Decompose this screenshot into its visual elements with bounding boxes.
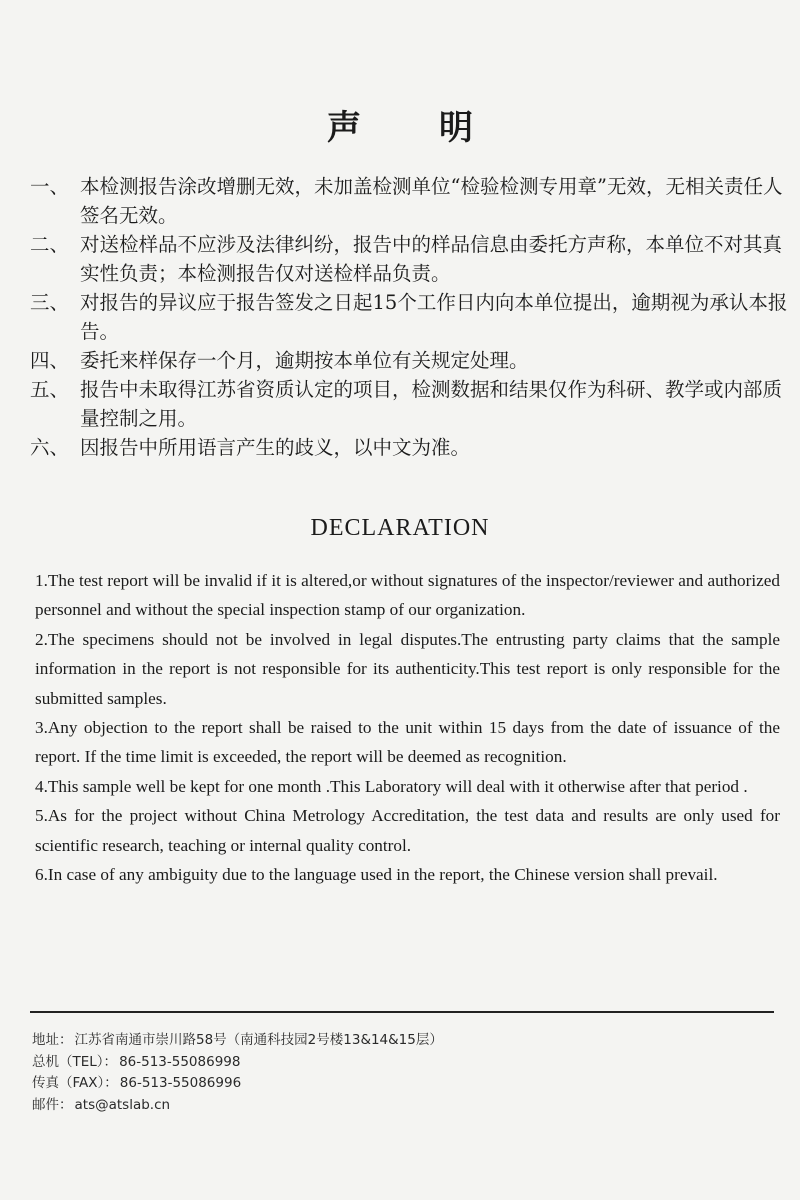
english-declaration-item: 2.The specimens should not be involved in legal disputes.The entrusting party claims that the sample information in the report is not responsible for its authenticity.This test report is only responsible for the submitted samples. (35, 629, 780, 708)
chinese-declaration-item (30, 375, 790, 433)
item-text: 报告中未取得江苏省资质认定的项目，检测数据和结果仅作为科研、教学或内部质量控制之用。 (80, 378, 783, 430)
item-number: 一、 (30, 175, 70, 198)
fax-value: 86-513-55086996 (119, 1075, 242, 1091)
chinese-title-char-1: 声 (327, 108, 361, 148)
chinese-declaration-item (30, 346, 790, 375)
english-declaration-item: 3.Any objection to the report shall be raised to the unit within 15 days from the date of issuance of the report. If the time limit is exceeded, the report will be deemed as recognition. (35, 718, 780, 767)
item-text: 委托来样保存一个月，逾期按本单位有关规定处理。 (80, 349, 529, 372)
tel-value: 86-513-55086998 (119, 1053, 241, 1070)
tel-label: 总机（TEL）： (32, 1053, 118, 1070)
item-number: 五、 (30, 378, 70, 401)
english-declaration-list (35, 566, 780, 889)
email-value: ats@atslab.cn (74, 1096, 171, 1113)
contact-footer (32, 1030, 443, 1116)
email-label: 邮件： (32, 1096, 73, 1113)
tel-row (32, 1052, 443, 1074)
item-text: 对送检样品不应涉及法律纠纷，报告中的样品信息由委托方声称，本单位不对其真实性负责；本检测报告仅对送检样品负责。 (80, 233, 783, 285)
english-declaration-item: 4.This sample well be kept for one month .This Laboratory will deal with it otherwise after that period . (35, 776, 748, 796)
chinese-title (0, 100, 800, 149)
item-text: 本检测报告涂改增删无效，未加盖检测单位“检验检测专用章”无效，无相关责任人签名无效。 (80, 175, 783, 227)
chinese-title-char-2: 明 (439, 108, 473, 148)
item-number: 四、 (30, 349, 70, 372)
address-value: 江苏省南通市崇川路58号（南通科技园2号楼13&14&15层） (74, 1032, 443, 1048)
fax-label: 传真（FAX）： (32, 1075, 118, 1091)
chinese-declaration-list (30, 172, 790, 462)
item-text: 因报告中所用语言产生的歧义，以中文为准。 (80, 436, 471, 459)
address-row (32, 1030, 443, 1052)
chinese-declaration-item (30, 230, 790, 288)
item-number: 六、 (30, 436, 70, 459)
item-number: 二、 (30, 233, 70, 256)
english-title: DECLARATION (310, 515, 490, 541)
english-declaration-item: 1.The test report will be invalid if it is altered,or without signatures of the inspector/reviewer and authorized personnel and without the special inspection stamp of our organization. (35, 571, 780, 620)
chinese-declaration-item (30, 172, 790, 230)
email-row (32, 1095, 443, 1117)
address-label: 地址： (32, 1032, 73, 1048)
footer-divider (30, 1011, 774, 1013)
item-number: 三、 (30, 291, 70, 314)
english-declaration-item: 6.In case of any ambiguity due to the language used in the report, the Chinese version shall prevail. (35, 865, 718, 885)
fax-row (32, 1073, 443, 1095)
chinese-declaration-item (30, 288, 790, 346)
chinese-declaration-item (30, 433, 790, 462)
item-text: 对报告的异议应于报告签发之日起15个工作日内向本单位提出，逾期视为承认本报告。 (80, 291, 788, 343)
english-declaration-item: 5.As for the project without China Metrology Accreditation, the test data and results are only used for scientific research, teaching or internal quality control. (35, 806, 780, 855)
